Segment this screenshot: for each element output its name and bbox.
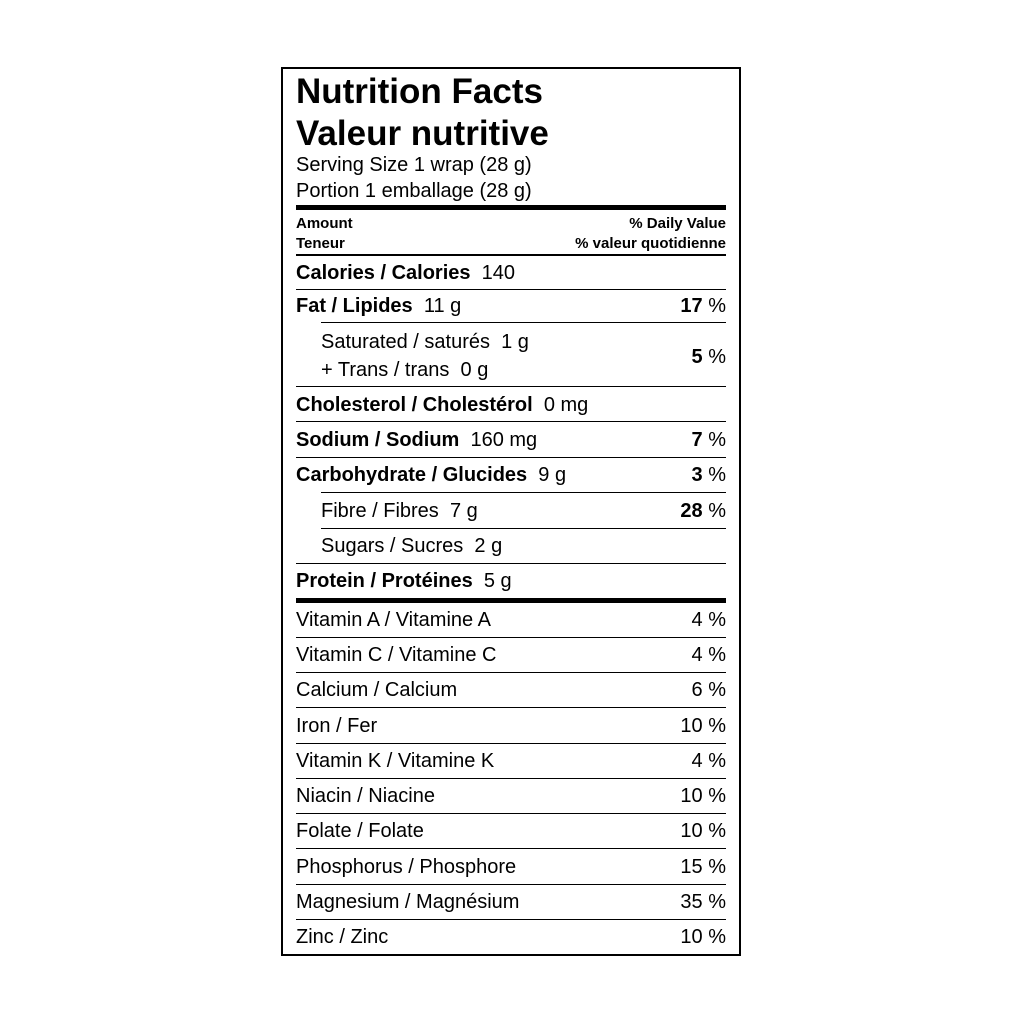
row-divider (296, 813, 726, 814)
sodium-amount: 160 mg (470, 429, 538, 451)
saturated-label: Saturated / saturés (321, 331, 490, 353)
row-divider (296, 848, 726, 849)
sugars-amount: 2 g (474, 535, 503, 557)
row-divider (296, 421, 726, 422)
saturated-trans-dv-unit: % (702, 346, 726, 368)
sodium-dv-unit: % (702, 429, 726, 451)
title-english: Nutrition Facts (296, 72, 543, 111)
row-divider (296, 672, 726, 673)
fibre-dv-unit: % (702, 500, 726, 522)
fibre-label: Fibre / Fibres (321, 500, 439, 522)
carbohydrate-amount: 9 g (538, 464, 567, 486)
trans-amount: 0 g (460, 359, 489, 381)
vitamin-dv: 4 % (691, 609, 726, 631)
vitamin-label: Zinc / Zinc (296, 926, 389, 948)
vitamin-dv: 15 % (680, 856, 726, 878)
header-divider (296, 254, 726, 256)
daily-value-header-french: % valeur quotidienne (575, 235, 726, 252)
vitamin-label: Phosphorus / Phosphore (296, 856, 517, 878)
cholesterol-label: Cholesterol / Cholestérol (296, 394, 533, 416)
thick-divider (296, 598, 726, 603)
protein-label: Protein / Protéines (296, 570, 473, 592)
fibre-amount: 7 g (449, 500, 478, 522)
row-divider (296, 637, 726, 638)
calories-amount: 140 (481, 262, 516, 284)
serving-size-english: Serving Size 1 wrap (28 g) (296, 154, 532, 176)
row-divider (296, 707, 726, 708)
serving-size-french: Portion 1 emballage (28 g) (296, 180, 532, 202)
row-divider (321, 492, 726, 493)
row-divider (296, 919, 726, 920)
vitamin-label: Niacin / Niacine (296, 785, 435, 807)
vitamin-label: Vitamin A / Vitamine A (296, 609, 491, 631)
row-divider (296, 289, 726, 290)
fat-dv: 17 (680, 295, 703, 317)
calories-label: Calories / Calories (296, 262, 471, 284)
fibre-dv: 28 (680, 500, 703, 522)
amount-header: Amount (296, 215, 353, 232)
vitamin-label: Vitamin K / Vitamine K (296, 750, 495, 772)
saturated-amount: 1 g (501, 331, 529, 353)
vitamin-dv: 6 % (691, 679, 726, 701)
vitamin-dv: 4 % (691, 750, 726, 772)
vitamin-dv: 10 % (680, 820, 726, 842)
row-divider (321, 322, 726, 323)
row-divider (321, 528, 726, 529)
protein-amount: 5 g (483, 570, 512, 592)
daily-value-header: % Daily Value (629, 215, 726, 232)
trans-label: + Trans / trans (321, 359, 450, 381)
fat-dv-unit: % (702, 295, 726, 317)
vitamin-dv: 10 % (680, 715, 726, 737)
carbohydrate-label: Carbohydrate / Glucides (296, 464, 528, 486)
row-divider (296, 743, 726, 744)
vitamin-label: Vitamin C / Vitamine C (296, 644, 497, 666)
sodium-label: Sodium / Sodium (296, 429, 460, 451)
carbohydrate-dv: 3 (691, 464, 703, 486)
amount-header-french: Teneur (296, 235, 345, 252)
row-divider (296, 386, 726, 387)
fat-amount: 11 g (423, 295, 462, 317)
carbohydrate-dv-unit: % (702, 464, 726, 486)
vitamin-label: Folate / Folate (296, 820, 424, 842)
thick-divider (296, 205, 726, 210)
vitamin-label: Calcium / Calcium (296, 679, 458, 701)
sugars-label: Sugars / Sucres (321, 535, 464, 557)
vitamin-label: Magnesium / Magnésium (296, 891, 520, 913)
vitamin-dv: 10 % (680, 926, 726, 948)
vitamin-dv: 35 % (680, 891, 726, 913)
row-divider (296, 884, 726, 885)
row-divider (296, 778, 726, 779)
fat-label: Fat / Lipides (296, 295, 413, 317)
vitamin-label: Iron / Fer (296, 715, 378, 737)
vitamin-dv: 10 % (680, 785, 726, 807)
sodium-dv: 7 (691, 429, 703, 451)
nutrition-facts-label (281, 67, 741, 956)
cholesterol-amount: 0 mg (543, 394, 589, 416)
title-french: Valeur nutritive (296, 114, 549, 153)
vitamin-dv: 4 % (691, 644, 726, 666)
row-divider (296, 457, 726, 458)
row-divider (296, 563, 726, 564)
saturated-trans-dv: 5 (691, 346, 703, 368)
